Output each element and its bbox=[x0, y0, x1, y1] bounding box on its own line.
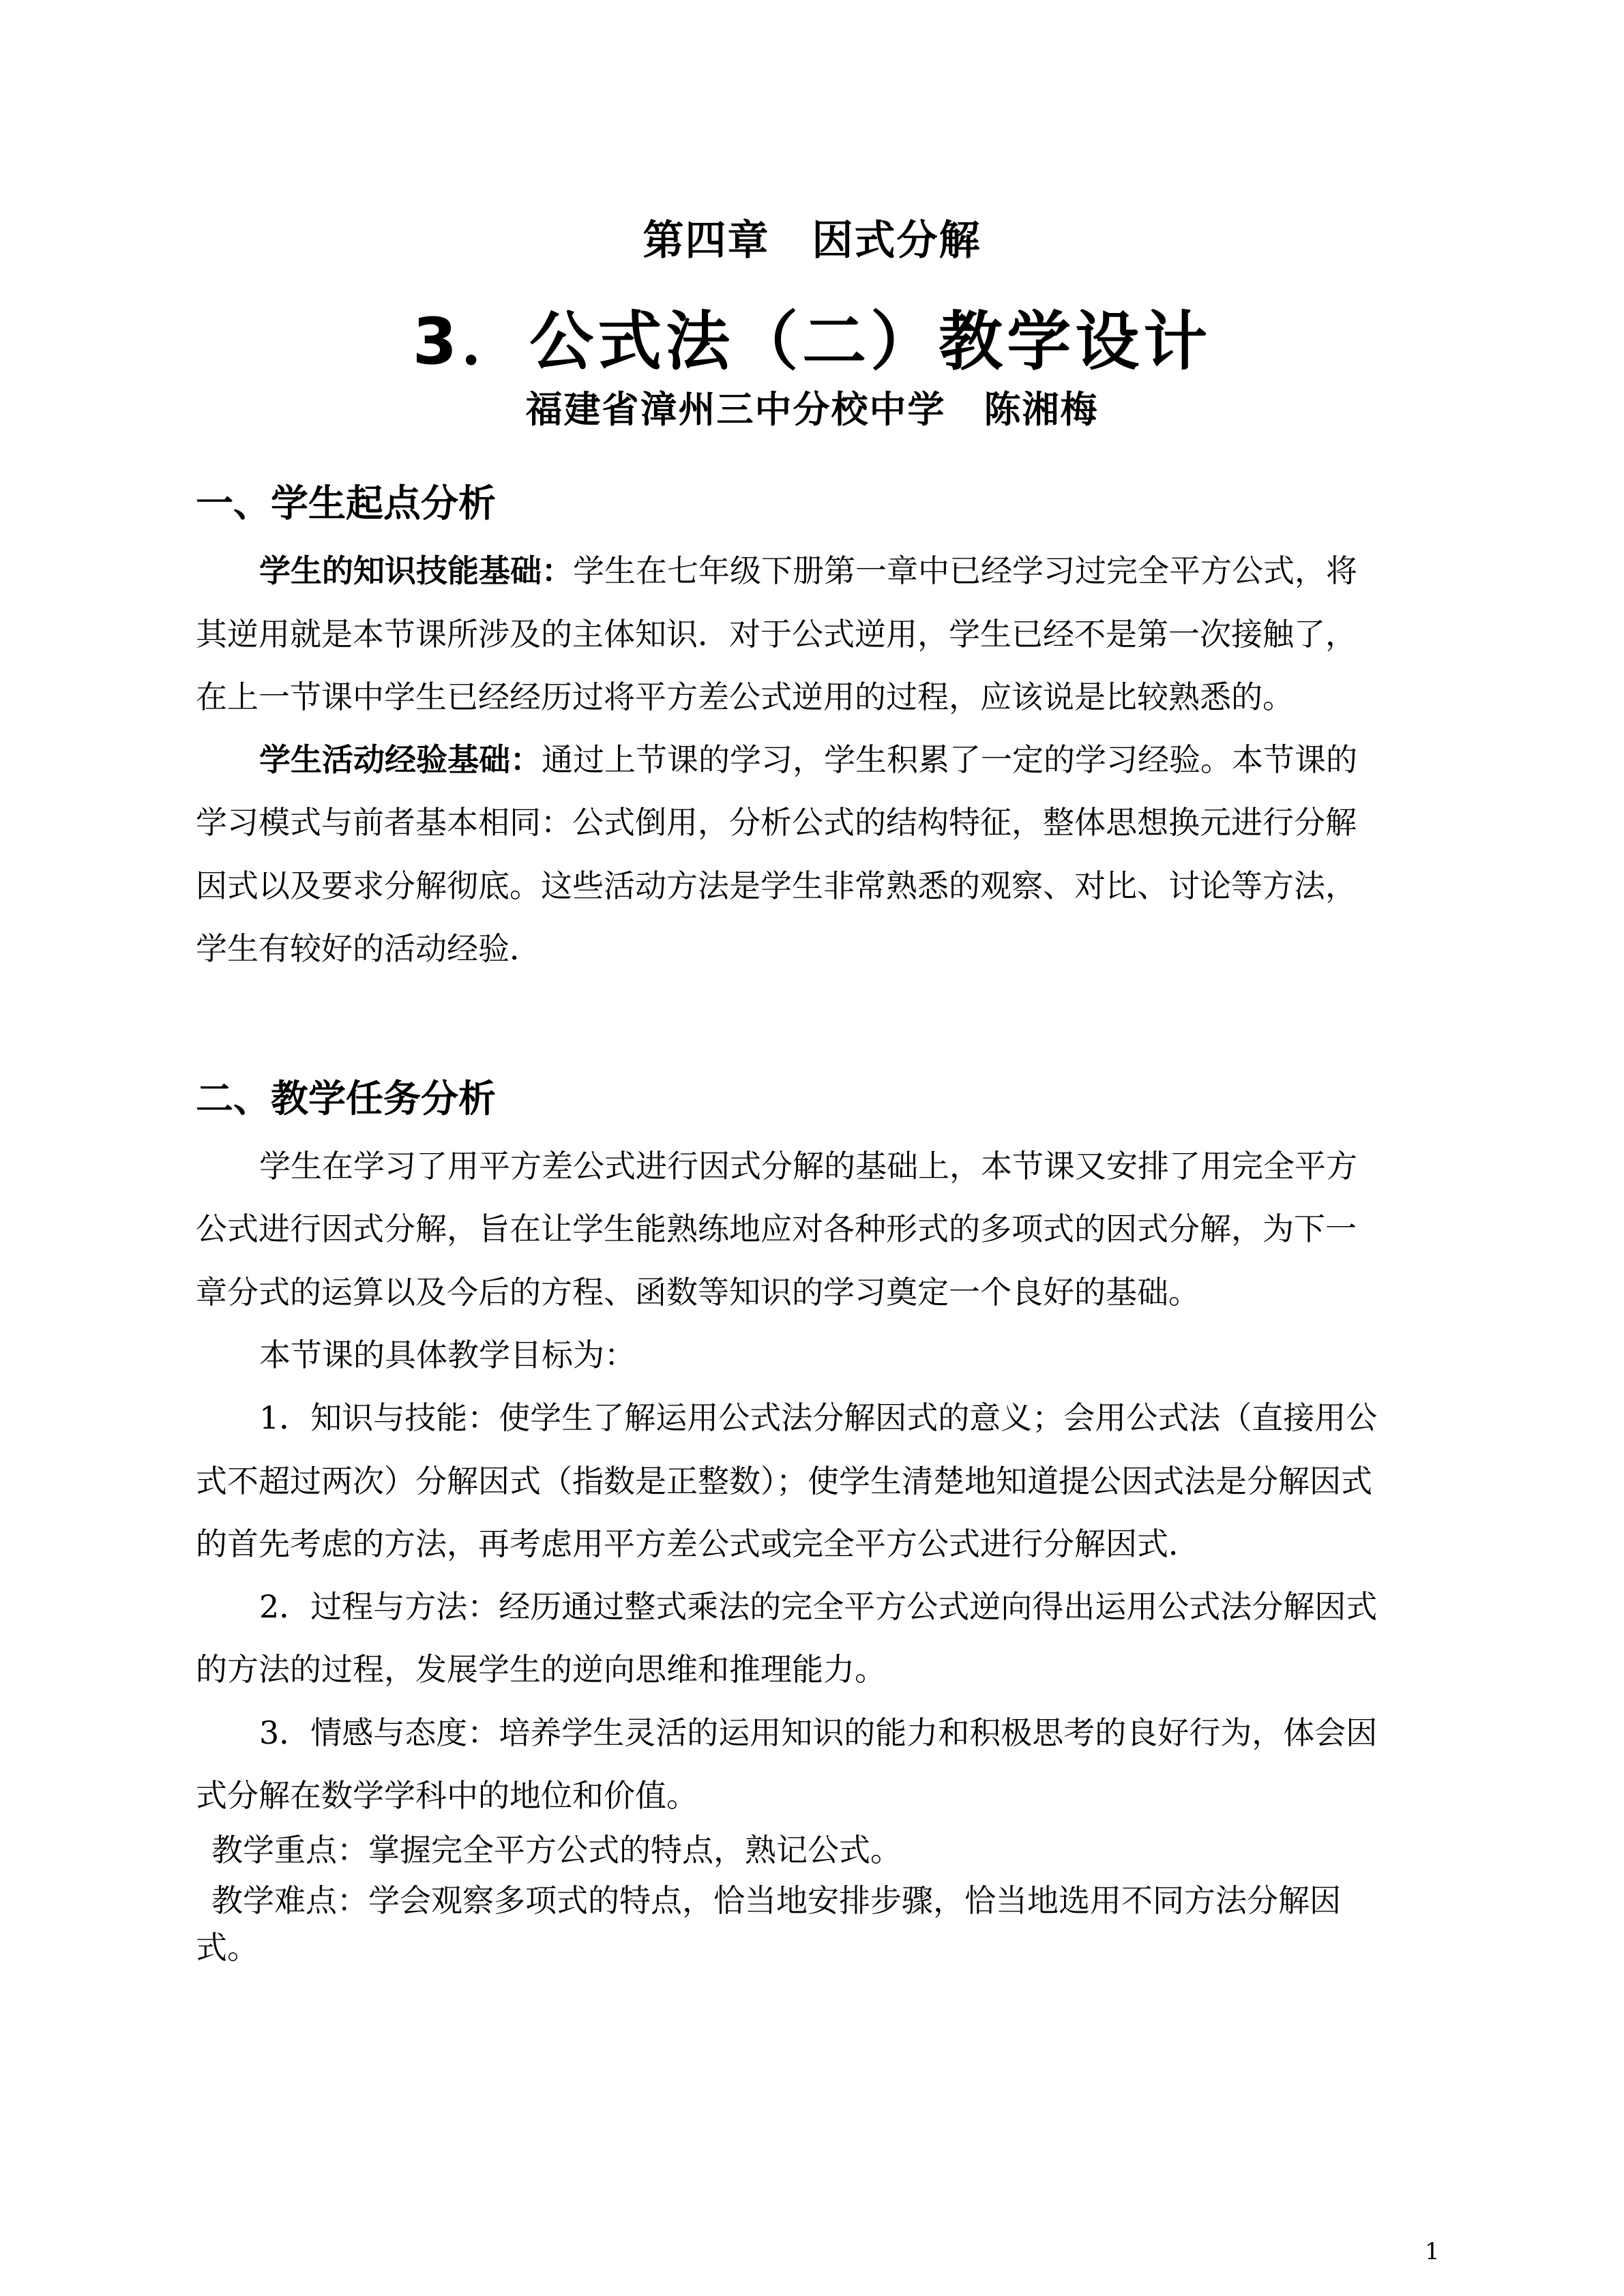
paragraph-line: 在上一节课中学生已经经历过将平方差公式逆用的过程，应该说是比较熟悉的。 bbox=[196, 679, 1294, 715]
paragraph-line: 学生有较好的活动经验． bbox=[196, 930, 541, 967]
paragraph-text: 通过上节课的学习，学生积累了一定的学习经验。本节课的 bbox=[542, 741, 1357, 778]
paragraph-label: 学生活动经验基础： bbox=[259, 741, 542, 778]
section-heading-student-analysis: 一、学生起点分析 bbox=[196, 481, 497, 525]
difficulty-line: 式。 bbox=[196, 1929, 259, 1966]
paragraph-line: 公式进行因式分解，旨在让学生能熟练地应对各种形式的多项式的因式分解，为下一 bbox=[196, 1210, 1357, 1247]
difficulty-line: 教学难点：学会观察多项式的特点，恰当地安排步骤，恰当地选用不同方法分解因 bbox=[211, 1882, 1341, 1919]
paragraph-line: 本节课的具体教学目标为： bbox=[259, 1337, 636, 1373]
goal-line: 3．情感与态度：培养学生灵活的运用知识的能力和积极思考的良好行为，体会因 bbox=[259, 1714, 1378, 1751]
goal-line: 2．过程与方法：经历通过整式乘法的完全平方公式逆向得出运用公式法分解因式 bbox=[259, 1588, 1378, 1625]
key-point-line: 教学重点：掌握完全平方公式的特点，熟记公式。 bbox=[211, 1832, 902, 1868]
paragraph-line: 因式以及要求分解彻底。这些活动方法是学生非常熟悉的观察、对比、讨论等方法， bbox=[196, 867, 1357, 904]
page-number: 1 bbox=[1425, 2238, 1440, 2265]
paragraph-line: 其逆用就是本节课所涉及的主体知识．对于公式逆用，学生已经不是第一次接触了， bbox=[196, 616, 1357, 653]
goal-line: 式分解在数学学科中的地位和价值。 bbox=[196, 1777, 698, 1814]
goal-line: 的方法的过程，发展学生的逆向思维和推理能力。 bbox=[196, 1651, 886, 1688]
paragraph-label: 学生的知识技能基础： bbox=[259, 552, 573, 589]
author-line: 福建省漳州三中分校中学 陈湘梅 bbox=[525, 388, 1099, 431]
paragraph-line: 学习模式与前者基本相同：公式倒用，分析公式的结构特征，整体思想换元进行分解 bbox=[196, 804, 1357, 841]
paragraph-text: 学生在七年级下册第一章中已经学习过完全平方公式，将 bbox=[573, 552, 1357, 589]
goal-line: 1．知识与技能：使学生了解运用公式法分解因式的意义；会用公式法（直接用公 bbox=[259, 1399, 1378, 1436]
paragraph-line: 章分式的运算以及今后的方程、函数等知识的学习奠定一个良好的基础。 bbox=[196, 1274, 1200, 1311]
goal-line: 的首先考虑的方法，再考虑用平方差公式或完全平方公式进行分解因式． bbox=[196, 1525, 1200, 1562]
paragraph-line: 学生在学习了用平方差公式进行因式分解的基础上，本节课又安排了用完全平方 bbox=[259, 1148, 1357, 1184]
goal-line: 式不超过两次）分解因式（指数是正整数）；使学生清楚地知道提公因式法是分解因式 bbox=[196, 1463, 1372, 1500]
paragraph-line bbox=[259, 552, 1357, 589]
paragraph-line bbox=[259, 741, 1357, 778]
section-heading-task-analysis: 二、教学任务分析 bbox=[196, 1077, 497, 1120]
lesson-title: 3．公式法（二）教学设计 bbox=[412, 305, 1212, 379]
chapter-title: 第四章 因式分解 bbox=[643, 217, 981, 265]
